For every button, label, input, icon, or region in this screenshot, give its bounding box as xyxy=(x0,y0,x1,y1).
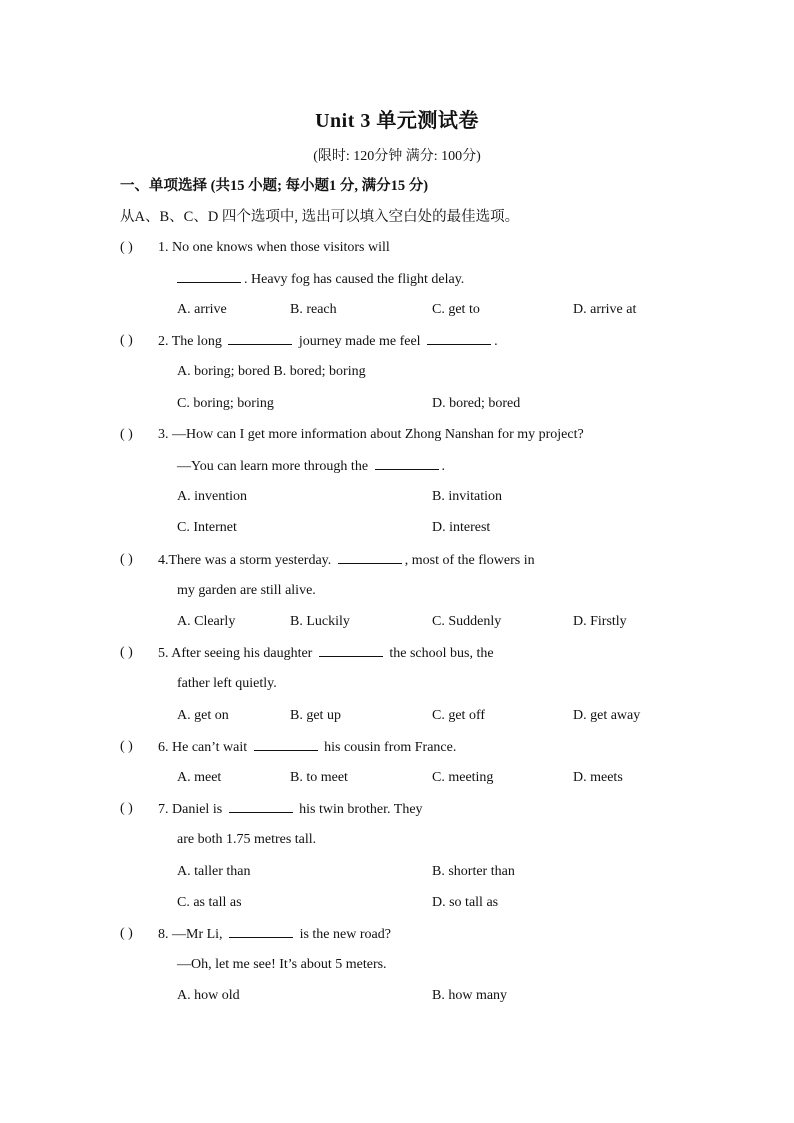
question-text: 2. The long xyxy=(158,334,226,349)
answer-paren[interactable]: ( ) xyxy=(120,333,133,348)
question-text: 8. —Mr Li, xyxy=(158,927,227,942)
answer-paren[interactable]: ( ) xyxy=(120,926,133,941)
option-d[interactable]: D. interest xyxy=(432,520,491,535)
option-c[interactable]: C. get to xyxy=(432,302,480,317)
page-subtitle: (限时: 120分钟 满分: 100分) xyxy=(313,149,481,164)
question-text: 7. Daniel is xyxy=(158,802,226,817)
question-text: . Heavy fog has caused the flight delay. xyxy=(244,272,465,287)
option-c[interactable]: C. boring; boring xyxy=(177,396,274,411)
answer-blank[interactable] xyxy=(228,330,292,345)
question-text: , most of the flowers in xyxy=(404,553,535,568)
option-d[interactable]: D. arrive at xyxy=(573,302,637,317)
option-c[interactable]: C. Suddenly xyxy=(432,614,502,629)
answer-blank[interactable] xyxy=(229,923,293,938)
answer-paren[interactable]: ( ) xyxy=(120,645,133,660)
answer-blank[interactable] xyxy=(177,268,241,283)
option-d[interactable]: D. get away xyxy=(573,708,641,723)
question-text: 6. He can’t wait xyxy=(158,740,251,755)
question-text: his twin brother. They xyxy=(295,802,423,817)
question-stem: 3. —How can I get more information about Zhong Nanshan for my project? xyxy=(158,427,584,442)
question-text: father left quietly. xyxy=(177,676,277,691)
option-a-b[interactable]: A. boring; bored B. bored; boring xyxy=(177,364,366,379)
answer-paren[interactable]: ( ) xyxy=(120,427,133,442)
option-b[interactable]: B. get up xyxy=(290,708,341,723)
question-text: —You can learn more through the xyxy=(177,459,372,474)
option-d[interactable]: D. so tall as xyxy=(432,895,499,910)
option-c[interactable]: C. as tall as xyxy=(177,895,242,910)
question-text: . xyxy=(494,334,498,349)
option-b[interactable]: B. to meet xyxy=(290,770,348,785)
question-stem: 1. No one knows when those visitors will xyxy=(158,240,390,255)
answer-paren[interactable]: ( ) xyxy=(120,552,133,567)
answer-blank[interactable] xyxy=(229,798,293,813)
question-text: are both 1.75 metres tall. xyxy=(177,832,317,847)
option-c[interactable]: C. Internet xyxy=(177,520,237,535)
option-b[interactable]: B. reach xyxy=(290,302,337,317)
answer-paren[interactable]: ( ) xyxy=(120,240,133,255)
option-b[interactable]: B. invitation xyxy=(432,489,502,504)
option-c[interactable]: C. meeting xyxy=(432,770,494,785)
answer-blank[interactable] xyxy=(375,455,439,470)
answer-paren[interactable]: ( ) xyxy=(120,739,133,754)
question-text: 5. After seeing his daughter xyxy=(158,646,316,661)
question-text: his cousin from France. xyxy=(320,740,457,755)
question-text: my garden are still alive. xyxy=(177,583,316,598)
option-b[interactable]: B. Luckily xyxy=(290,614,350,629)
answer-blank[interactable] xyxy=(254,736,318,751)
option-a[interactable]: A. taller than xyxy=(177,864,251,879)
question-text: the school bus, the xyxy=(385,646,494,661)
option-d[interactable]: D. meets xyxy=(573,770,623,785)
section-instruction: 从A、B、C、D 四个选项中, 选出可以填入空白处的最佳选项。 xyxy=(120,209,520,225)
option-a[interactable]: A. meet xyxy=(177,770,222,785)
option-a[interactable]: A. Clearly xyxy=(177,614,236,629)
question-text: . xyxy=(441,459,446,474)
question-text: 4.There was a storm yesterday. xyxy=(158,553,335,568)
answer-blank[interactable] xyxy=(338,549,402,564)
option-b[interactable]: B. shorter than xyxy=(432,864,515,879)
section-heading: 一、单项选择 (共15 小题; 每小题1 分, 满分15 分) xyxy=(120,178,429,194)
option-a[interactable]: A. get on xyxy=(177,708,229,723)
option-b[interactable]: B. how many xyxy=(432,988,508,1003)
question-text: is the new road? xyxy=(296,927,391,942)
answer-blank[interactable] xyxy=(427,330,491,345)
option-a[interactable]: A. invention xyxy=(177,489,247,504)
page-title: Unit 3 单元测试卷 xyxy=(315,110,479,132)
option-d[interactable]: D. bored; bored xyxy=(432,396,521,411)
answer-blank[interactable] xyxy=(319,642,383,657)
question-text: journey made me feel xyxy=(295,334,425,349)
answer-paren[interactable]: ( ) xyxy=(120,801,133,816)
option-a[interactable]: A. arrive xyxy=(177,302,227,317)
question-text: —Oh, let me see! It’s about 5 meters. xyxy=(177,957,387,972)
option-c[interactable]: C. get off xyxy=(432,708,486,723)
option-d[interactable]: D. Firstly xyxy=(573,614,627,629)
option-a[interactable]: A. how old xyxy=(177,988,240,1003)
